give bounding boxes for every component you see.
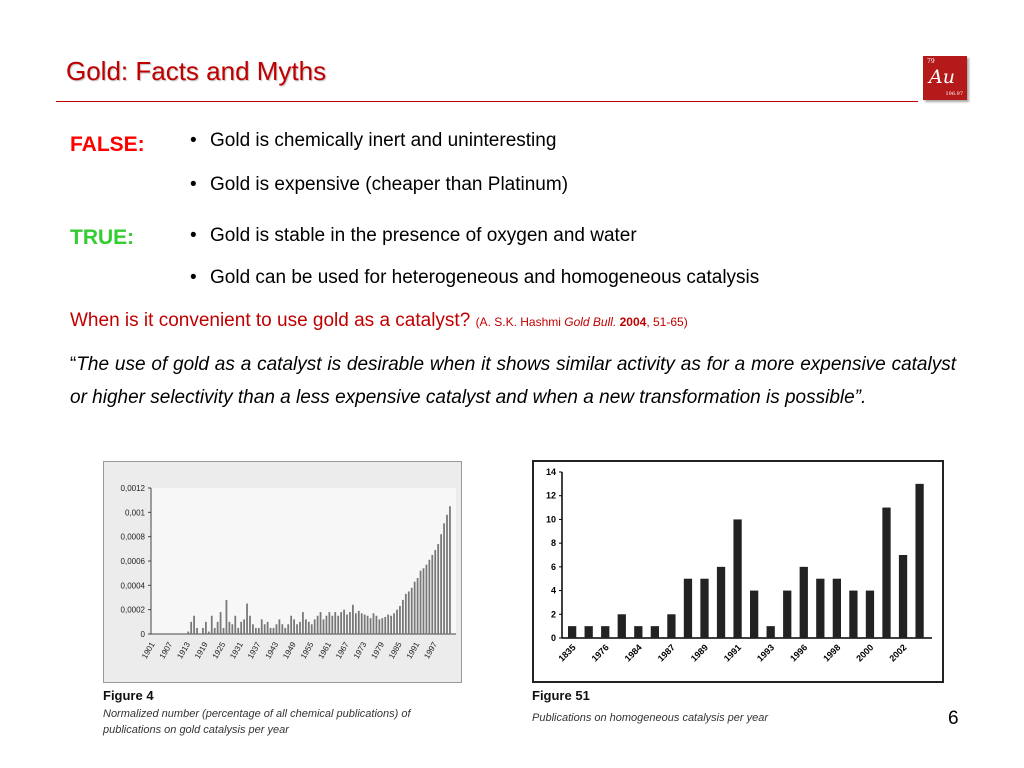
bar [370, 618, 372, 634]
bar [220, 612, 222, 634]
x-tick-label: 1985 [387, 640, 404, 661]
bar [337, 616, 339, 634]
bar [320, 612, 322, 634]
bar [384, 617, 386, 634]
x-tick-label: 1989 [688, 642, 711, 664]
x-tick-label: 1979 [369, 640, 387, 661]
bar [361, 613, 363, 634]
bar [196, 628, 198, 634]
bar [849, 591, 857, 638]
bar [449, 506, 451, 634]
bar [783, 591, 791, 638]
x-tick-label: 1991 [404, 640, 422, 661]
question-text: When is it convenient to use gold as a catalyst? [70, 310, 471, 331]
x-tick-label: 2000 [854, 642, 876, 664]
figure51-caption-title: Figure 51 [532, 688, 590, 703]
bar [420, 571, 422, 634]
y-tick-label: 0 [140, 630, 145, 639]
bullet-text: Gold is stable in the presence of oxygen and water [210, 225, 637, 246]
bar [402, 600, 404, 634]
bar [684, 579, 692, 638]
x-tick-label: 1991 [721, 642, 744, 664]
bar [601, 626, 609, 638]
x-tick-label: 1996 [788, 642, 810, 664]
bullet-text: Gold is chemically inert and uninteresting [210, 130, 557, 151]
bar [393, 613, 395, 634]
figure4-chart-panel [103, 461, 462, 683]
title-divider [56, 101, 918, 102]
bar [833, 579, 841, 638]
bar [376, 616, 378, 634]
x-tick-label: 1949 [281, 640, 298, 661]
bar [284, 628, 286, 634]
y-tick-label: 14 [545, 467, 556, 477]
bar [800, 567, 808, 638]
bar [816, 579, 824, 638]
plot-area [151, 488, 456, 634]
bar [305, 619, 307, 634]
y-tick-label: 0 [550, 633, 556, 643]
bar [187, 632, 189, 634]
x-tick-label: 1987 [655, 642, 677, 664]
bar [237, 628, 239, 634]
bar [358, 611, 360, 634]
bar [411, 588, 413, 634]
bar [414, 582, 416, 634]
x-tick-label: 1961 [316, 640, 334, 661]
slide-title: Gold: Facts and Myths [66, 56, 327, 86]
quote-open-mark: “ [70, 354, 77, 375]
citation-pages: , 51-65) [646, 315, 688, 329]
bar [302, 612, 304, 634]
bar [750, 591, 758, 638]
bar [190, 622, 192, 634]
bar [717, 567, 725, 638]
bar [367, 616, 369, 634]
bullet-dot: • [190, 130, 197, 151]
bar [378, 619, 380, 634]
y-tick-label: 0,0008 [120, 532, 145, 542]
bar [443, 523, 445, 634]
bar [193, 616, 195, 634]
x-tick-label: 1955 [298, 640, 316, 661]
bar [346, 615, 348, 634]
bar [323, 619, 325, 634]
bar [267, 622, 269, 634]
bar [243, 619, 245, 634]
bar [314, 619, 316, 634]
bar [355, 613, 357, 634]
bar [426, 565, 428, 634]
bar [240, 622, 242, 634]
bar [328, 612, 330, 634]
citation-author: (A. S.K. Hashmi [475, 315, 565, 329]
bar [234, 616, 236, 634]
x-tick-label: 1943 [263, 640, 281, 661]
bar [202, 628, 204, 634]
bar [446, 515, 448, 634]
bar [255, 628, 257, 634]
bar [252, 624, 254, 634]
x-tick-label: 1931 [228, 640, 245, 661]
bar [634, 626, 642, 638]
bullet-dot: • [190, 267, 197, 288]
bar [261, 619, 263, 634]
bar [882, 508, 890, 638]
y-tick-label: 6 [550, 561, 556, 572]
bar [440, 534, 442, 634]
quote-text: The use of gold as a catalyst is desirable when it shows similar activity as for a more expensive catalyst or higher selectivity than a less expensive catalyst and when a new transformation is possible”. [70, 354, 956, 408]
x-tick-label: 1913 [175, 640, 193, 661]
bar [246, 604, 248, 634]
bar [317, 616, 319, 634]
x-tick-label: 1901 [140, 640, 157, 661]
bar [340, 612, 342, 634]
y-tick-label: 0,0002 [120, 605, 145, 615]
bar [299, 622, 301, 634]
y-tick-label: 0,0006 [120, 557, 145, 566]
bar [276, 624, 278, 634]
bar [287, 624, 289, 634]
bar [899, 555, 907, 638]
bullet-text: Gold is expensive (cheaper than Platinum) [210, 174, 569, 195]
bar [733, 519, 741, 638]
bar [293, 619, 295, 634]
bar [343, 610, 345, 634]
bar [296, 624, 298, 634]
bar [229, 622, 231, 634]
bar [205, 622, 207, 634]
true-label: TRUE: [70, 226, 135, 249]
bar [208, 632, 210, 634]
bar [214, 628, 216, 634]
question-line [70, 310, 688, 332]
bar [390, 616, 392, 634]
figure51-chart [534, 462, 942, 681]
citation [476, 315, 688, 329]
bar [290, 616, 292, 634]
bar [231, 624, 233, 634]
bar [417, 578, 419, 634]
bar [585, 626, 593, 638]
bar [279, 619, 281, 634]
logo-atomic-number: 79 [927, 58, 935, 65]
x-tick-label: 1937 [245, 640, 263, 661]
bar [334, 612, 336, 634]
bar [700, 579, 708, 638]
y-tick-label: 10 [545, 514, 556, 525]
bar [349, 612, 351, 634]
bar [866, 591, 874, 638]
figure4-caption-line2: publications on gold catalysis per year [103, 724, 289, 736]
bar [281, 624, 283, 634]
y-tick-label: 8 [550, 538, 556, 549]
y-tick-label: 2 [550, 609, 556, 620]
bar [364, 615, 366, 634]
bar [618, 614, 626, 638]
bar [249, 616, 251, 634]
y-tick-label: 4 [550, 585, 556, 596]
false-bullet-1 [190, 130, 556, 152]
bar [273, 628, 275, 634]
citation-year: 2004 [619, 315, 647, 329]
bar [915, 484, 923, 638]
x-tick-label: 2002 [887, 642, 909, 664]
bar [408, 591, 410, 634]
bar [437, 544, 439, 634]
bullet-text: Gold can be used for heterogeneous and homogeneous catalysis [210, 267, 760, 288]
bar [352, 605, 354, 634]
bar [270, 628, 272, 634]
bar [381, 618, 383, 634]
true-bullet-2 [190, 267, 759, 289]
figure4-caption-line1: Normalized number (percentage of all chemical publications) of [103, 708, 411, 720]
logo-atomic-weight: 196.97 [945, 91, 963, 97]
y-tick-label: 0,0004 [120, 581, 145, 591]
bar [387, 615, 389, 634]
figure51-caption-text: Publications on homogeneous catalysis per year [532, 712, 769, 724]
x-tick-label: 1907 [157, 640, 175, 661]
bar [226, 600, 228, 634]
figure4-caption-title: Figure 4 [103, 688, 154, 703]
bar [396, 610, 398, 634]
bar [434, 550, 436, 634]
bar [667, 614, 675, 638]
bar [767, 626, 775, 638]
quote-paragraph [70, 348, 956, 414]
bar [373, 613, 375, 634]
bar [568, 626, 576, 638]
bullet-dot: • [190, 174, 197, 195]
x-tick-label: 1998 [821, 642, 843, 664]
bullet-dot: • [190, 225, 197, 246]
bar [651, 626, 659, 638]
bar [331, 616, 333, 634]
x-tick-label: 1976 [589, 642, 611, 664]
x-tick-label: 1973 [351, 640, 369, 661]
x-tick-label: 1919 [192, 640, 210, 661]
y-tick-label: 12 [545, 490, 556, 501]
true-bullet-1 [190, 225, 637, 247]
x-tick-label: 1925 [210, 640, 228, 661]
bar [431, 555, 433, 634]
figure51-chart-panel [532, 460, 944, 683]
x-tick-label: 1967 [334, 640, 351, 661]
bar [223, 628, 225, 634]
x-tick-label: 1984 [622, 642, 644, 664]
logo-symbol: Au [929, 66, 955, 88]
bar [405, 594, 407, 634]
bar [211, 616, 213, 634]
figure4-chart [104, 462, 461, 682]
bar [308, 622, 310, 634]
page-number: 6 [948, 708, 959, 729]
x-tick-label: 1835 [556, 642, 578, 664]
false-bullet-2 [190, 174, 568, 196]
y-tick-label: 0,001 [124, 508, 145, 518]
bar [258, 628, 260, 634]
bar [326, 616, 328, 634]
bar [399, 606, 401, 634]
bar [428, 560, 430, 634]
bar [264, 624, 266, 634]
false-label: FALSE: [70, 133, 145, 156]
x-tick-label: 1997 [422, 640, 440, 661]
y-tick-label: 0,0012 [120, 484, 145, 493]
citation-journal: Gold Bull. [564, 315, 617, 329]
x-tick-label: 1993 [754, 642, 777, 664]
bar [423, 568, 425, 634]
bar [217, 622, 219, 634]
gold-element-logo [923, 56, 967, 100]
bar [311, 624, 313, 634]
